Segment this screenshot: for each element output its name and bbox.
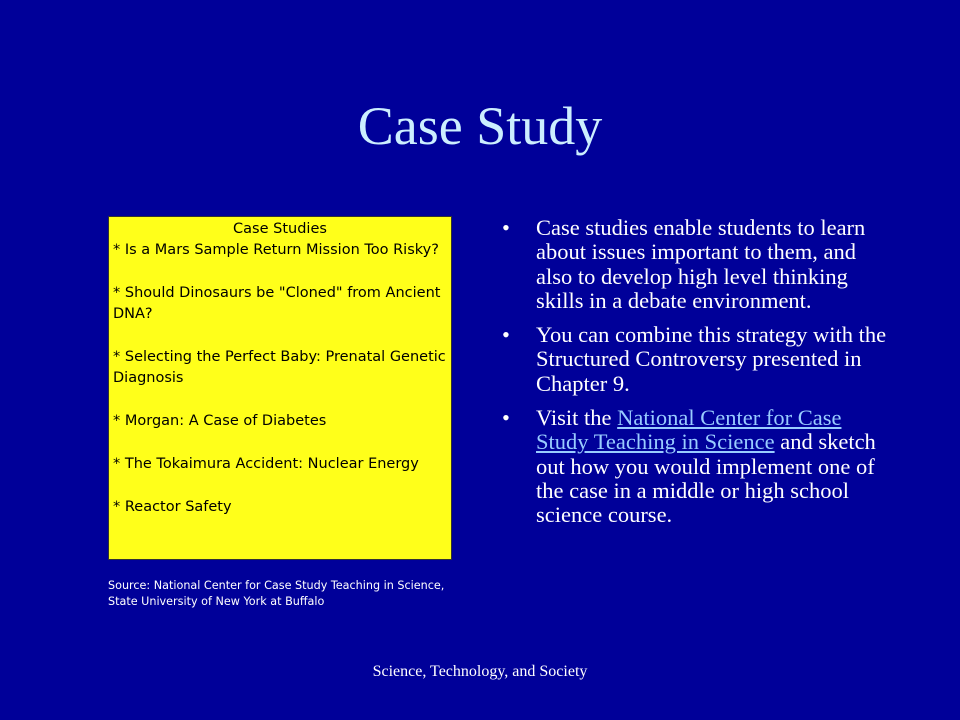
bullet-case-studies	[502, 216, 892, 313]
ncst-link[interactable]: National Center for Case Study Teaching in Science	[536, 405, 842, 455]
case-studies-box	[108, 216, 452, 560]
case-item-perfect-baby: * Selecting the Perfect Baby: Prenatal Genetic Diagnosis	[113, 349, 446, 386]
bullet-marker: •	[502, 322, 510, 348]
case-item-mars: * Is a Mars Sample Return Mission Too Risky?	[113, 242, 439, 258]
case-item-diabetes: * Morgan: A Case of Diabetes	[113, 413, 327, 429]
bullet-structured-controversy	[502, 323, 892, 396]
case-item-dinosaurs: * Should Dinosaurs be "Cloned" from Ancient DNA?	[113, 285, 441, 322]
slide-title: Case Study	[357, 96, 603, 156]
bullet-marker: •	[502, 405, 510, 431]
slide-footer: Science, Technology, and Society	[372, 663, 588, 680]
bullet-marker: •	[502, 215, 510, 240]
bullet-visit-center	[502, 406, 892, 527]
case-item-tokaimura: * The Tokaimura Accident: Nuclear Energy	[113, 456, 419, 472]
bullet-text: Case studies enable students to learn about issues important to them, and also to develop high level thinking skills in a debate environment.	[536, 215, 866, 313]
bullet-text-before-link: Visit the	[536, 405, 618, 431]
case-studies-heading: Case Studies	[233, 221, 327, 237]
bullet-text: You can combine this strategy with the Structured Controversy presented in Chapter 9.	[536, 322, 887, 396]
bullet-text-after-link: and sketch out how you would implement one of the case in a middle or high school science course.	[536, 429, 876, 528]
case-item-reactor-safety: * Reactor Safety	[113, 499, 232, 515]
bullet-list	[502, 216, 892, 538]
case-source-caption: Source: National Center for Case Study Teaching in Science, State University of New York at Buffalo	[108, 579, 445, 608]
